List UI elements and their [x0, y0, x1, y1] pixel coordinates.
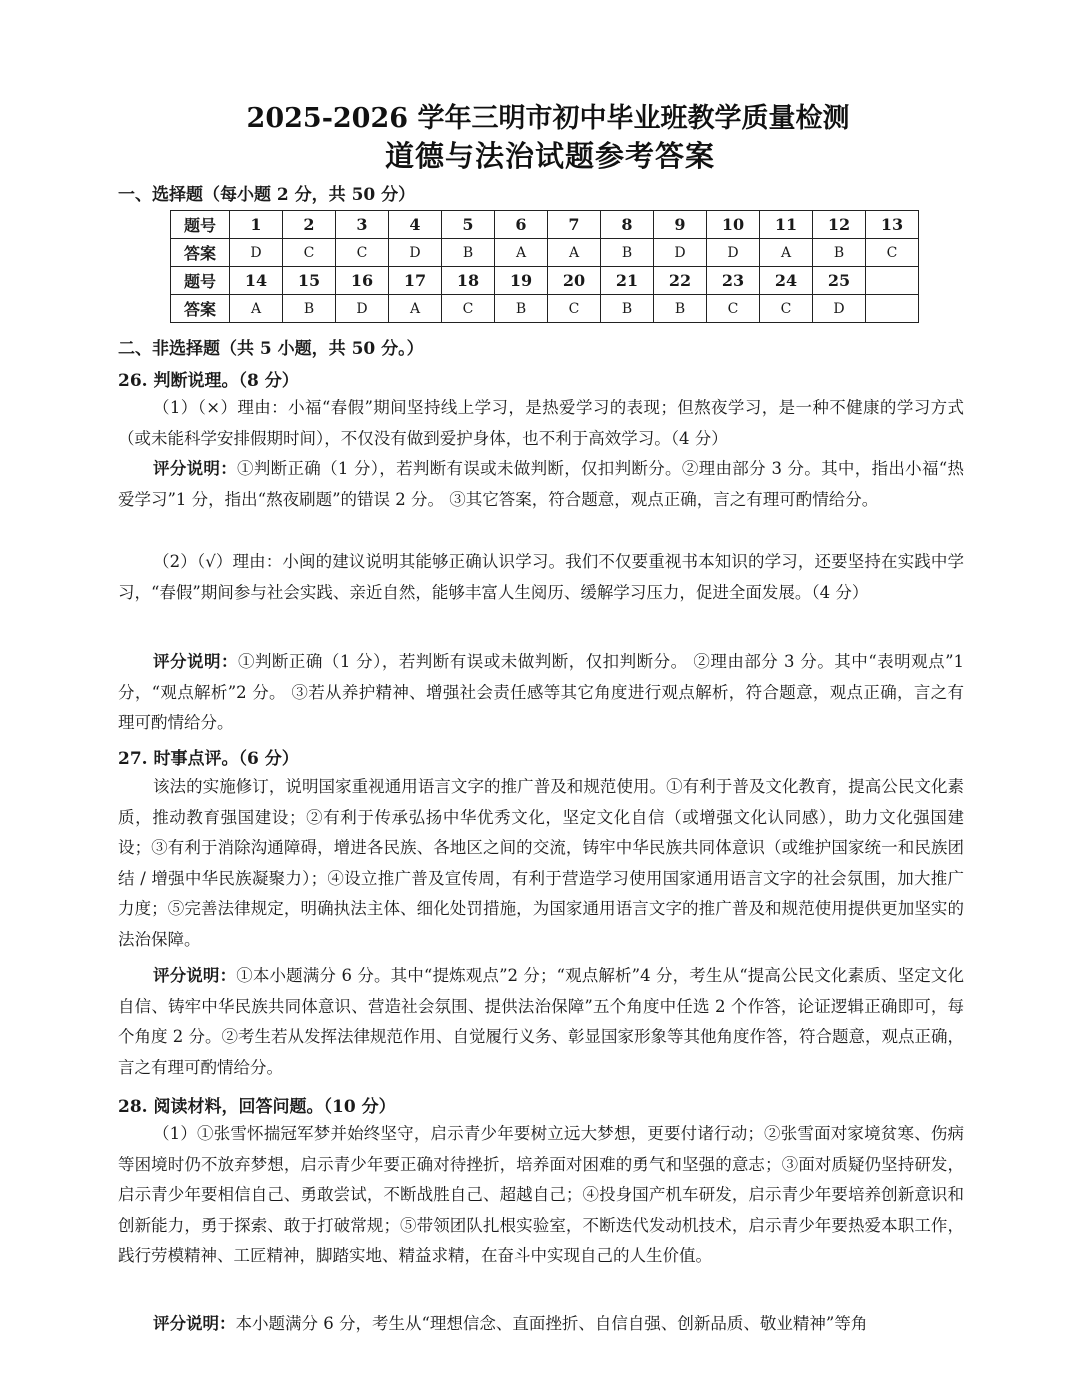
answer-letter: C: [283, 239, 336, 267]
question-number: 5: [442, 211, 495, 239]
page-title-line2: 道德与法治试题参考答案: [384, 139, 715, 173]
answer-letter: C: [548, 295, 601, 323]
question-number: 22: [654, 267, 707, 295]
scoring-text: ①判断正确（1 分），若判断有误或未做判断，仅扣判断分。②理由部分 3 分。其中，指出小福“热爱学习”1 分，指出“熬夜刷题”的错误 2 分。 ③其它答案，符合题意，观点正确，言之有理可酌情给分。: [118, 459, 965, 509]
question-number: 15: [283, 267, 336, 295]
table-row-answers-1: [171, 239, 919, 267]
answer-letter: D: [389, 239, 442, 267]
q27-answer: 该法的实施修订，说明国家重视通用语言文字的推广普及和规范使用。①有利于普及文化教育，提高公民文化素质，推动教育强国建设；②有利于传承弘扬中华优秀文化，坚定文化自信（或增强文化认同感），助力文化强国建设；③有利于消除沟通障碍，增进各民族、各地区之间的交流，铸牢中华民族共同体意识（或维护国家统一和民族团结 / 增强中华民族凝聚力）；④设立推广普及宣传周，有利于营造学习使用国家通用语言文字的社会氛围，加大推广力度；⑤完善法律规定，明确执法主体、细化处罚措施，为国家通用语言文字的推广普及和规范使用提供更加坚实的法治保障。: [118, 777, 964, 949]
table-row-answers-2: [171, 295, 919, 323]
answer-letter: C: [442, 295, 495, 323]
empty-cell: [866, 295, 919, 323]
question-number: 21: [601, 267, 654, 295]
answer-table: [170, 210, 919, 323]
row-label: 答案: [171, 295, 230, 323]
question-number: 14: [230, 267, 283, 295]
answer-letter: C: [866, 239, 919, 267]
table-row-numbers-1: [171, 211, 919, 239]
row-label: 题号: [171, 211, 230, 239]
answer-letter: D: [654, 239, 707, 267]
section2-heading: 二、非选择题（共 5 小题，共 50 分。）: [118, 339, 424, 359]
question-number: 24: [760, 267, 813, 295]
question-number: 7: [548, 211, 601, 239]
question-number: 25: [813, 267, 866, 295]
question-number: 19: [495, 267, 548, 295]
question-number: 1: [230, 211, 283, 239]
answer-letter: C: [336, 239, 389, 267]
answer-letter: D: [230, 239, 283, 267]
question-number: 8: [601, 211, 654, 239]
table-row-numbers-2: [171, 267, 919, 295]
question-number: 2: [283, 211, 336, 239]
answer-letter: B: [601, 295, 654, 323]
answer-letter: B: [495, 295, 548, 323]
question-number: 4: [389, 211, 442, 239]
answer-letter: A: [230, 295, 283, 323]
scoring-text: ①判断正确（1 分），若判断有误或未做判断，仅扣判断分。 ②理由部分 3 分。其中“表明观点”1 分，“观点解析”2 分。 ③若从养护精神、增强社会责任感等其它角度进行观点解析，符合题意，观点正确，言之有理可酌情给分。: [118, 652, 965, 732]
section1-heading: 一、选择题（每小题 2 分，共 50 分）: [118, 185, 416, 205]
answer-letter: B: [442, 239, 495, 267]
q28-scoring: [118, 1309, 964, 1340]
answer-letter: C: [760, 295, 813, 323]
scoring-text: ①本小题满分 6 分。其中“提炼观点”2 分；“观点解析”4 分，考生从“提高公民文化素质、坚定文化自信、铸牢中华民族共同体意识、营造社会氛围、提供法治保障”五个角度中任选 2 个作答，论证逻辑正确即可，每个角度 2 分。②考生若从发挥法律规范作用、自觉履行义务、彰显国家形象等其他角度作答，符合题意，观点正确，言之有理可酌情给分。: [118, 966, 964, 1077]
question-number: 11: [760, 211, 813, 239]
q26-scoring-1: [118, 454, 964, 515]
question-number: 20: [548, 267, 601, 295]
q26-answer-1: （1）（×）理由：小福“春假”期间坚持线上学习，是热爱学习的表现；但熬夜学习，是一种不健康的学习方式（或未能科学安排假期时间），不仅没有做到爱护身体，也不利于高效学习。（4 分）: [118, 398, 964, 448]
question-number: 9: [654, 211, 707, 239]
answer-letter: B: [601, 239, 654, 267]
scoring-text: 本小题满分 6 分，考生从“理想信念、直面挫折、自信自强、创新品质、敬业精神”等角: [235, 1314, 868, 1333]
question-number: 16: [336, 267, 389, 295]
answer-letter: A: [495, 239, 548, 267]
q28-heading: 28. 阅读材料，回答问题。（10 分）: [118, 1097, 396, 1117]
question-number: 6: [495, 211, 548, 239]
answer-letter: D: [813, 295, 866, 323]
answer-letter: A: [389, 295, 442, 323]
question-number: 23: [707, 267, 760, 295]
page-title-line1: 2025-2026 学年三明市初中毕业班教学质量检测: [246, 103, 850, 134]
answer-letter: B: [283, 295, 336, 323]
question-number: 10: [707, 211, 760, 239]
q26-answer-2: （2）（√）理由：小闽的建议说明其能够正确认识学习。我们不仅要重视书本知识的学习，还要坚持在实践中学习，“春假”期间参与社会实践、亲近自然，能够丰富人生阅历、缓解学习压力，促进全面发展。（4 分）: [118, 552, 964, 602]
answer-letter: C: [707, 295, 760, 323]
question-number: 18: [442, 267, 495, 295]
answer-letter: B: [654, 295, 707, 323]
scoring-label: 评分说明：: [153, 652, 238, 671]
q26-heading: 26. 判断说理。（8 分）: [118, 371, 299, 391]
question-number: 3: [336, 211, 389, 239]
q26-scoring-2: [118, 647, 964, 739]
q28-answer-1: （1）①张雪怀揣冠军梦并始终坚守，启示青少年要树立远大梦想，更要付诸行动；②张雪面对家境贫寒、伤病等困境时仍不放弃梦想，启示青少年要正确对待挫折，培养面对困难的勇气和坚强的意志；③面对质疑仍坚持研发，启示青少年要相信自己、勇敢尝试，不断战胜自己、超越自己；④投身国产机车研发，启示青少年要培养创新意识和创新能力，勇于探索、敢于打破常规；⑤带领团队扎根实验室，不断迭代发动机技术，启示青少年要热爱本职工作，践行劳模精神、工匠精神，脚踏实地、精益求精，在奋斗中实现自己的人生价值。: [118, 1124, 964, 1265]
row-label: 题号: [171, 267, 230, 295]
answer-letter: A: [548, 239, 601, 267]
row-label: 答案: [171, 239, 230, 267]
scoring-label: 评分说明：: [153, 966, 237, 985]
question-number: 12: [813, 211, 866, 239]
q27-scoring: [118, 961, 964, 1083]
answer-letter: A: [760, 239, 813, 267]
scoring-label: 评分说明：: [153, 1314, 236, 1333]
question-number: 17: [389, 267, 442, 295]
empty-cell: [866, 267, 919, 295]
answer-letter: D: [336, 295, 389, 323]
answer-letter: B: [813, 239, 866, 267]
answer-letter: D: [707, 239, 760, 267]
scoring-label: 评分说明：: [153, 459, 238, 478]
question-number: 13: [866, 211, 919, 239]
q27-heading: 27. 时事点评。（6 分）: [118, 749, 299, 769]
